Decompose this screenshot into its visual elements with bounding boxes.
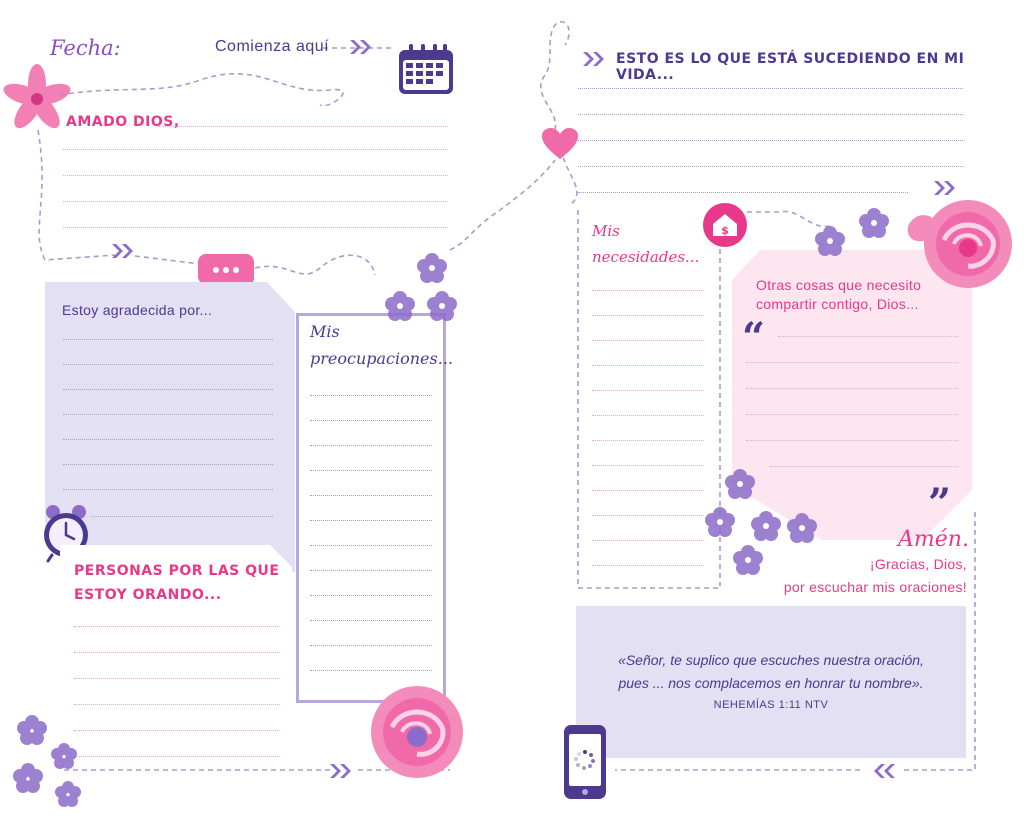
writing-line[interactable] xyxy=(746,388,958,389)
writing-line[interactable] xyxy=(592,290,704,291)
calendar-icon xyxy=(397,44,455,96)
writing-line[interactable] xyxy=(74,730,280,731)
writing-line[interactable] xyxy=(746,440,958,441)
preocupaciones-label-1: Mis xyxy=(310,322,340,341)
writing-line[interactable] xyxy=(63,339,273,340)
writing-line[interactable] xyxy=(578,114,963,115)
writing-line[interactable] xyxy=(310,520,432,521)
heart-icon xyxy=(542,128,578,160)
writing-line[interactable] xyxy=(74,678,280,679)
writing-line[interactable] xyxy=(63,201,448,202)
writing-line[interactable] xyxy=(74,626,280,627)
writing-line[interactable] xyxy=(63,489,273,490)
flower-icon xyxy=(8,712,88,812)
writing-line[interactable] xyxy=(158,126,448,127)
writing-line[interactable] xyxy=(92,516,273,517)
writing-line[interactable] xyxy=(310,645,432,646)
writing-line[interactable] xyxy=(310,595,432,596)
house-dollar-icon xyxy=(702,202,748,248)
writing-line[interactable] xyxy=(310,395,432,396)
rose-icon xyxy=(898,196,1018,296)
flower-icon xyxy=(2,64,72,134)
agradecida-label: Estoy agradecida por... xyxy=(62,302,213,318)
arrow-chevrons-icon xyxy=(874,764,896,778)
writing-line[interactable] xyxy=(310,670,432,671)
amado-dios-label: AMADO DIOS, xyxy=(66,114,180,130)
writing-line[interactable] xyxy=(310,445,432,446)
writing-line[interactable] xyxy=(310,620,432,621)
arrow-chevrons-icon xyxy=(583,52,605,66)
writing-line[interactable] xyxy=(592,340,704,341)
writing-line[interactable] xyxy=(74,652,280,653)
phone-icon xyxy=(563,724,607,800)
arrow-chevrons-icon xyxy=(330,764,352,778)
necesidades-label-2: necesidades... xyxy=(592,248,700,266)
writing-line[interactable] xyxy=(592,440,704,441)
writing-line[interactable] xyxy=(578,88,963,89)
quote-open-icon: “ xyxy=(742,314,766,361)
writing-line[interactable] xyxy=(592,315,704,316)
verse-line-1: «Señor, te suplico que escuches nuestra oración, xyxy=(618,652,924,668)
writing-line[interactable] xyxy=(578,140,963,141)
writing-line[interactable] xyxy=(592,365,704,366)
necesidades-label-1: Mis xyxy=(592,222,620,240)
sucediendo-label: ESTO ES LO QUE ESTÁ SUCEDIENDO EN MI VIDA... xyxy=(616,51,965,83)
writing-line[interactable] xyxy=(778,336,958,337)
writing-line[interactable] xyxy=(592,415,704,416)
writing-line[interactable] xyxy=(63,149,448,150)
writing-line[interactable] xyxy=(578,192,908,193)
writing-line[interactable] xyxy=(74,704,280,705)
writing-line[interactable] xyxy=(310,545,432,546)
personas-label-2: ESTOY ORANDO... xyxy=(74,587,222,603)
fecha-label: Fecha: xyxy=(50,36,121,60)
writing-line[interactable] xyxy=(63,364,273,365)
amen-label: Amén. xyxy=(898,527,969,552)
arrow-chevrons-icon xyxy=(112,244,134,258)
writing-line[interactable] xyxy=(63,439,273,440)
writing-line[interactable] xyxy=(63,414,273,415)
verse-reference: NEHEMÍAS 1:11 NTV xyxy=(713,699,829,711)
gracias-line-2: por escuchar mis oraciones! xyxy=(783,579,967,595)
verse-line-2: pues ... nos complacemos en honrar tu nombre». xyxy=(618,675,924,691)
writing-line[interactable] xyxy=(592,515,704,516)
arrow-chevrons-icon xyxy=(934,181,956,195)
writing-line[interactable] xyxy=(746,362,958,363)
writing-line[interactable] xyxy=(592,465,704,466)
writing-line[interactable] xyxy=(63,227,448,228)
quote-close-icon: ” xyxy=(928,480,952,527)
preocupaciones-label-2: preocupaciones... xyxy=(310,349,453,368)
flower-icon xyxy=(810,205,900,265)
flower-icon xyxy=(380,248,470,328)
personas-label-1: PERSONAS POR LAS QUE xyxy=(74,563,280,579)
writing-line[interactable] xyxy=(592,565,704,566)
writing-line[interactable] xyxy=(592,490,704,491)
writing-line[interactable] xyxy=(310,495,432,496)
rose-icon xyxy=(362,682,472,782)
svg-text:$: $ xyxy=(721,224,729,237)
writing-line[interactable] xyxy=(746,414,958,415)
gracias-line-1: ¡Gracias, Dios, xyxy=(869,556,967,572)
writing-line[interactable] xyxy=(63,175,448,176)
otras-label-2: compartir contigo, Dios... xyxy=(756,296,919,312)
writing-line[interactable] xyxy=(310,420,432,421)
otras-label-1: Otras cosas que necesito xyxy=(756,277,922,293)
writing-line[interactable] xyxy=(310,470,432,471)
writing-line[interactable] xyxy=(310,570,432,571)
writing-line[interactable] xyxy=(592,540,704,541)
comienza-label: Comienza aquí xyxy=(215,38,330,55)
writing-line[interactable] xyxy=(578,166,963,167)
writing-line[interactable] xyxy=(63,389,273,390)
arrow-chevrons-icon xyxy=(350,40,372,54)
writing-line[interactable] xyxy=(74,756,280,757)
writing-line[interactable] xyxy=(63,464,273,465)
flower-icon xyxy=(704,462,824,582)
writing-line[interactable] xyxy=(592,390,704,391)
